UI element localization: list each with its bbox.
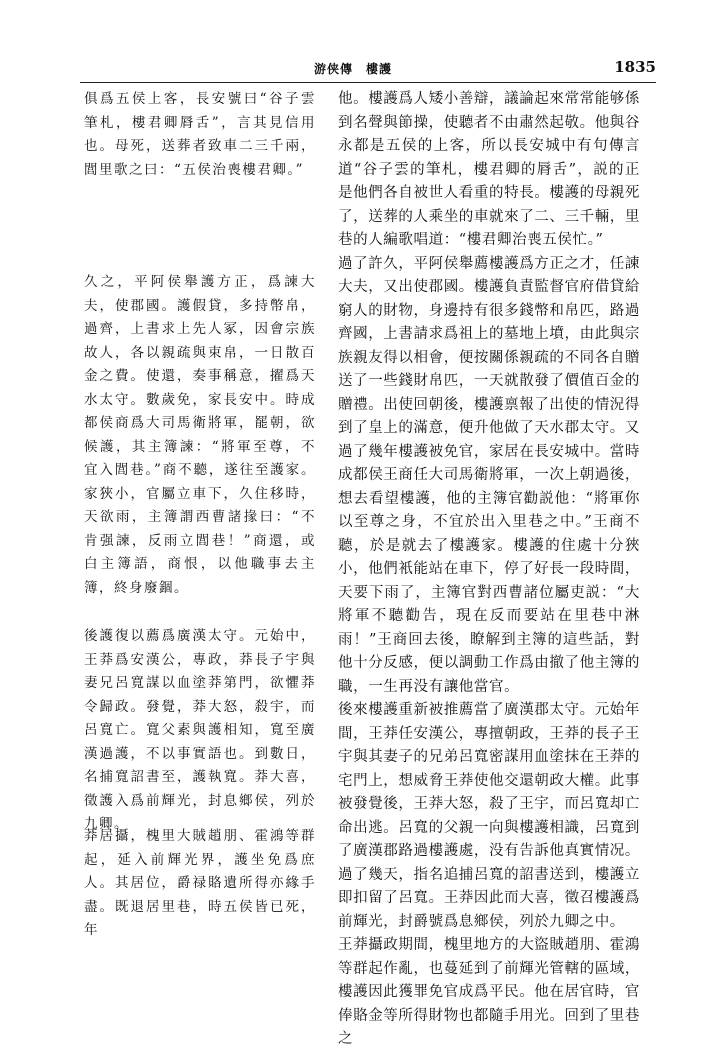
running-header bbox=[0, 58, 716, 80]
classical-paragraph-4: 莽居攝，槐里大賊趙朋、霍鴻等群起，延入前輝光界，護坐免爲庶人。其居位，爵禄賂遺所得亦緣手盡。既退居里巷，時五侯皆已死，年 bbox=[84, 828, 316, 938]
classical-paragraph-3: 後護復以薦爲廣漢太守。元始中，王莽爲安漢公，專政，莽長子宇與妻兄呂寬謀以血塗莽第門，欲懼莽令歸政。發覺，莽大怒，殺宇，而呂寬亡。寬父素與護相知，寬至廣漢過護，不以事實語也。到數日，名捕寬詔書至，護執寬。莽大喜，徵護入爲前輝光，封息鄉侯，列於九卿。 bbox=[84, 628, 316, 832]
translation-paragraph-4: 王莽攝政期間，槐里地方的大盜賊趙朋、霍鴻等群起作亂，也蔓延到了前輝光管轄的區域，樓護因此獲罪免官成爲平民。他在居官時，官俸賂金等所得財物也都隨手用光。回到了里巷之 bbox=[338, 937, 640, 1047]
classical-paragraph-1: 俱爲五侯上客，長安號曰“谷子雲筆札，樓君卿脣舌”，言其見信用也。母死，送葬者致車二三千兩，閭里歌之曰：“五侯治喪樓君卿。” bbox=[84, 91, 316, 178]
translation-paragraph-1: 他。樓護爲人矮小善辯，議論起來常常能够係到名聲與節操，使聽者不由肅然起敬。他與谷永都是五侯的上客，所以長安城中有句傳言道“谷子雲的筆札，樓君卿的脣舌”，説的正是他們各自被世人看重的特長。樓護的母親死了，送葬的人乘坐的車就來了二、三千輛，里巷的人編歌唱道：“樓君卿治喪五侯忙。” bbox=[338, 91, 640, 248]
translation-paragraph-3: 後來樓護重新被推薦當了廣漢郡太守。元始年間，王莽任安漢公，專擅朝政，王莽的長子王宇與其妻子的兄弟呂寬密謀用血塗抹在王莽的宅門上，想威脅王莽使他交還朝政大權。此事被發覺後，王莽大怒，殺了王宇，而呂寬却亡命出逃。呂寬的父親一向與樓護相識，呂寬到了廣漢郡路過樓護處，没有告訴他真實情况。過了幾天，指名追捕呂寬的詔書送到，樓護立即扣留了呂寬。王莽因此而大喜，徵召樓護爲前輝光，封爵號爲息鄉侯，列於九卿之中。 bbox=[338, 702, 640, 930]
classical-paragraph-2: 久之，平阿侯舉護方正，爲諫大夫，使郡國。護假貸，多持幣帛，過齊，上書求上先人冢，因會宗族故人，各以親疏與束帛，一日散百金之費。使還，奏事稱意，擢爲天水太守。數歲免，家長安中。時成都侯商爲大司馬衛將軍，罷朝，欲候護，其主簿諫：“將軍至尊，不宜入閭巷。”商不聽，遂往至護家。家狹小，官屬立車下，久住移時，天欲雨，主簿謂西曹諸掾曰：“不肯强諫，反雨立閭巷！”商還，或白主簿語，商恨，以他職事去主簿，終身廢錮。 bbox=[84, 274, 316, 596]
running-title: 游侠傳 樓護 bbox=[314, 62, 393, 76]
page-number: 1835 bbox=[614, 58, 656, 76]
translation-paragraph-2: 過了許久，平阿侯舉薦樓護爲方正之才，任諫大夫，又出使郡國。樓護負責監督官府借貸給窮人的財物，身邊持有很多錢幣和帛匹，路過齊國，上書請求爲祖上的墓地上墳，由此與宗族親友得以相會，便按關係親疏的不同各自贈送了一些錢財帛匹，一天就散發了價值百金的贈禮。出使回朝後，樓護禀報了出使的情況得到了皇上的滿意，便升他做了天水郡太守。又過了幾年樓護被免官，家居在長安城中。當時成都侯王商任大司馬衛將軍，一次上朝過後，想去看望樓護，他的主簿官勸説他：“將軍你以至尊之身，不宜於出入里巷之中。”王商不聽，於是就去了樓護家。樓護的住處十分狹小，他們衹能站在車下，停了好長一段時間，天要下雨了，主簿官對西曹諸位屬吏説：“大將軍不聽勸告，現在反而要站在里巷中淋雨！”王商回去後，瞭解到主簿的這些話，對他十分反感，便以調動工作爲由撤了他主簿的職，一生再没有讓他當官。 bbox=[338, 255, 640, 695]
header-rule bbox=[80, 82, 656, 83]
translation-text-column bbox=[338, 88, 640, 1052]
